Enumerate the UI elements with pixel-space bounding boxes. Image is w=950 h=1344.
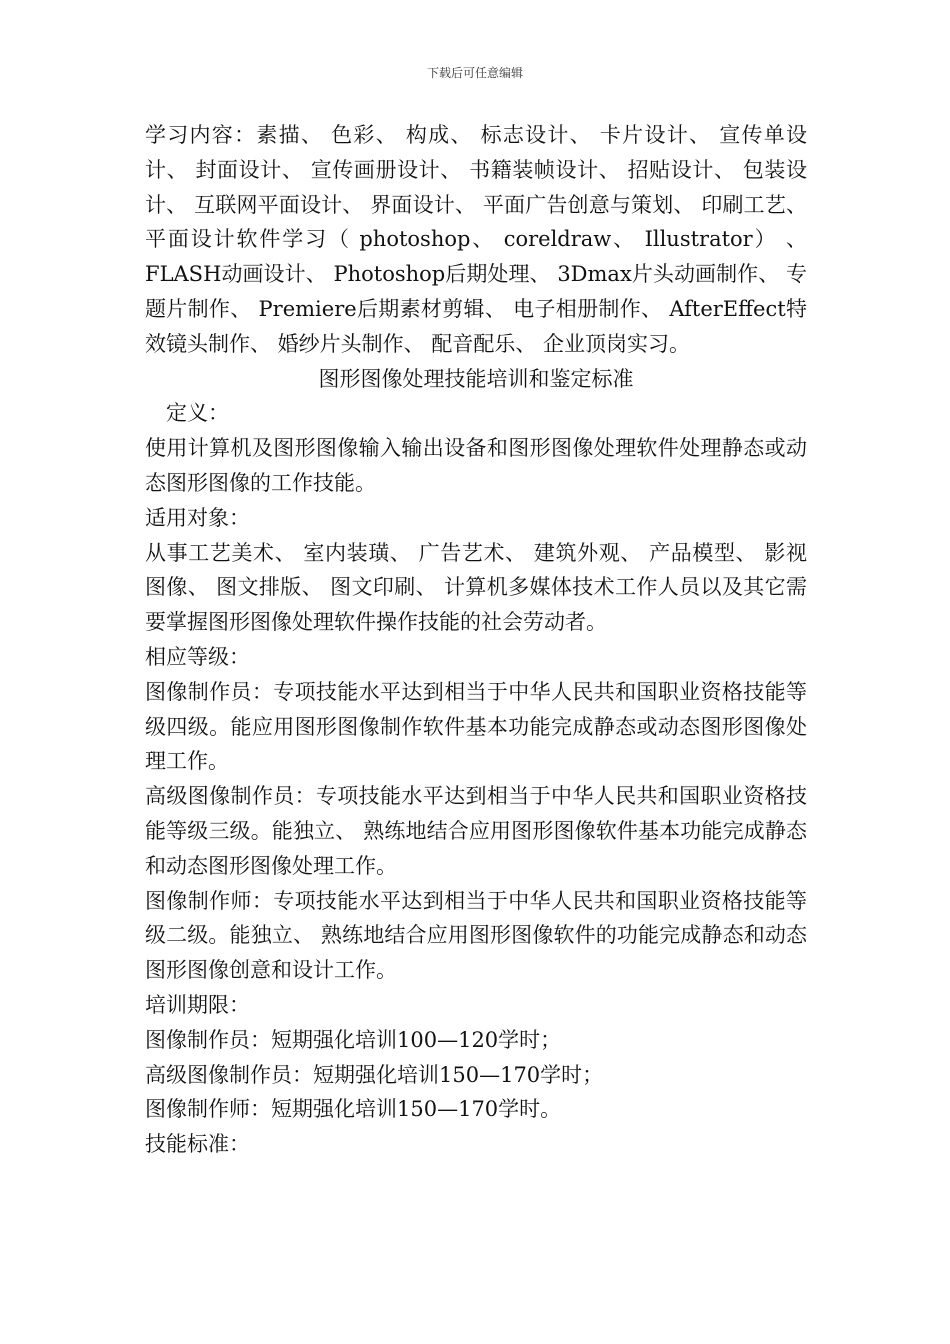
target-label: 适用对象： — [145, 505, 250, 530]
level-item: 图像制作师：专项技能水平达到相当于中华人民共和国职业资格技能等级二级。能独立、 熟练地结合应用图形图像软件的功能完成静态和动态图形图像创意和设计工作。 — [145, 888, 807, 983]
level-item: 图像制作员：专项技能水平达到相当于中华人民共和国职业资格技能等级四级。能应用图形图像制作软件基本功能完成静态或动态图形图像处理工作。 — [145, 679, 807, 774]
section-title: 图形图像处理技能培训和鉴定标准 — [318, 366, 634, 391]
target-text: 从事工艺美术、 室内装璜、 广告艺术、 建筑外观、 产品模型、 影视图像、 图文排版、 图文印刷、 计算机多媒体技术工作人员以及其它需要掌握图形图像处理软件操作技能的社会劳动者。 — [145, 540, 807, 635]
period-item: 图像制作员：短期强化培训100—120学时； — [145, 1027, 562, 1052]
page-header: 下载后可任意编辑 — [426, 66, 523, 80]
level-label: 相应等级： — [145, 644, 250, 669]
period-item: 图像制作师：短期强化培训150—170学时。 — [145, 1097, 562, 1122]
period-item: 高级图像制作员：短期强化培训150—170学时； — [145, 1062, 604, 1087]
definition-text: 使用计算机及图形图像输入输出设备和图形图像处理软件处理静态或动态图形图像的工作技能。 — [145, 436, 807, 495]
study-content-paragraph: 学习内容：素描、 色彩、 构成、 标志设计、 卡片设计、 宣传单设计、 封面设计、 宣传画册设计、 书籍装帧设计、 招贴设计、 包装设计、 互联网平面设计、 界面设计、 平面广告创意与策划、 印刷工艺、 平面设计软件学习（ photoshop、 coreldraw、 Illustrator） 、 FLASH动画设计、 Photoshop后期处理、 3Dmax片头动画制作、 专题片制作、 Premiere后期素材剪辑、 电子相册制作、 AfterEffect特效镜头制作、 婚纱片头制作、 配音配乐、 企业顶岗实习。 — [145, 123, 807, 356]
definition-label: 定义： — [166, 401, 229, 426]
period-label: 培训期限： — [145, 992, 250, 1017]
document-body — [145, 118, 807, 1162]
skill-label: 技能标准： — [145, 1132, 250, 1157]
level-item: 高级图像制作员：专项技能水平达到相当于中华人民共和国职业资格技能等级三级。能独立、 熟练地结合应用图形图像软件基本功能完成静态和动态图形图像处理工作。 — [145, 784, 807, 878]
